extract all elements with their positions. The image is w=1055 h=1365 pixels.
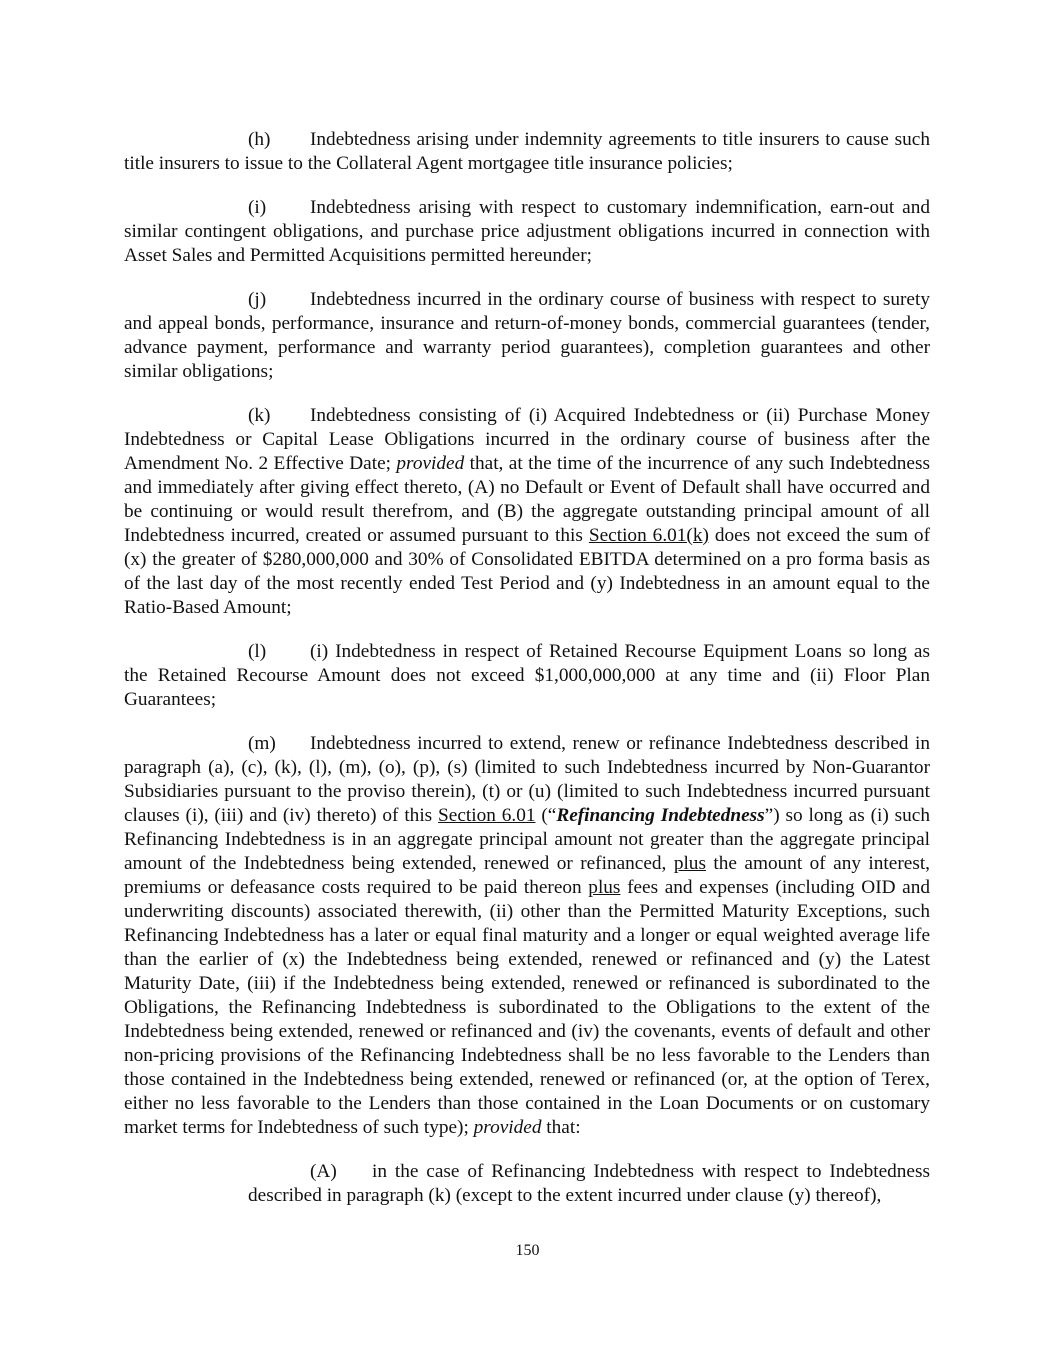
paragraph-text: Indebtedness consisting of (i) Acquired Indebtedness or (ii) Purchase Money Indebtedness or Capital Lease Obligations incurred in the ordinary course of business after the Amendment No. 2 Effective Date; bbox=[124, 405, 930, 474]
plus-term: plus bbox=[673, 853, 706, 874]
paragraph-j bbox=[124, 288, 930, 384]
paragraph-text: does not exceed the sum of (x) the greater of $280,000,000 and 30% of Consolidated EBITDA determined on a pro forma basis as of the last day of the most recently ended Test Period and (y) Indebtedness in an amount equal to the Ratio-Based Amount; bbox=[124, 525, 930, 618]
paragraph-label: (h) bbox=[248, 129, 271, 150]
paragraph-label: (l) bbox=[248, 641, 267, 662]
page-number: 150 bbox=[515, 1242, 540, 1259]
paragraph-text: Indebtedness incurred in the ordinary course of business with respect to surety and appeal bonds, performance, insurance and return-of-money bonds, commercial guarantees (tender, advance payment, performance and warranty period guarantees), completion guarantees and other similar obligations; bbox=[124, 289, 930, 382]
subparagraph-A bbox=[124, 1160, 930, 1208]
paragraph-text: ”) so long as (i) such Refinancing Indebtedness is in an aggregate principal amount not greater than the aggregate principal amount of the Indebtedness being extended, renewed or refinanced, bbox=[124, 805, 930, 874]
subparagraph-text: in the case of Refinancing Indebtedness with respect to Indebtedness described in paragraph (k) (except to the extent incurred under clause (y) thereof), bbox=[248, 1161, 930, 1206]
paragraph-l bbox=[124, 640, 930, 712]
paragraph-text: Indebtedness arising with respect to customary indemnification, earn-out and similar contingent obligations, and purchase price adjustment obligations incurred in connection with Asset Sales and Permitted Acquisitions permitted hereunder; bbox=[124, 197, 930, 266]
paragraph-label: (k) bbox=[248, 405, 271, 426]
section-reference: Section 6.01(k) bbox=[588, 525, 709, 546]
paragraph-m bbox=[124, 732, 930, 1140]
paragraph-text: Indebtedness incurred to extend, renew or refinance Indebtedness described in paragraph (a), (c), (k), (l), (m), (o), (p), (s) (limited to such Indebtedness incurred by Non-Guarantor Subsidiaries pursuant to the proviso therein), (t) or (u) (limited to such Indebtedness incurred pursuant clauses (i), (iii) and (iv) thereto) of this bbox=[124, 733, 930, 826]
paragraph-i bbox=[124, 196, 930, 268]
paragraph-text: that: bbox=[541, 1117, 581, 1138]
paragraph-text: that, at the time of the incurrence of any such Indebtedness and immediately after giving effect thereto, (A) no Default or Event of Default shall have occurred and be continuing or would result therefrom, and (B) the aggregate outstanding principal amount of all Indebtedness incurred, created or assumed pursuant to this bbox=[124, 453, 930, 546]
subparagraph-label: (A) bbox=[310, 1161, 337, 1182]
paragraph-h bbox=[124, 128, 930, 176]
paragraph-text: the amount of any interest, premiums or defeasance costs required to be paid thereon bbox=[124, 853, 931, 898]
provided-term: provided bbox=[396, 453, 465, 474]
plus-term: plus bbox=[588, 877, 621, 898]
paragraph-text: fees and expenses (including OID and underwriting discounts) associated therewith, (ii) other than the Permitted Maturity Exceptions, such Refinancing Indebtedness has a later or equal final maturity and a longer or equal weighted average life than the earlier of (x) the Indebtedness being extended, renewed or refinanced and (y) the Latest Maturity Date, (iii) if the Indebtedness being extended, renewed or refinanced is subordinated to the Obligations, the Refinancing Indebtedness is subordinated to the Obligations to the extent of the Indebtedness being extended, renewed or refinanced and (iv) the covenants, events of default and other non-pricing provisions of the Refinancing Indebtedness shall be no less favorable to the Lenders than those contained in the Indebtedness being extended, renewed or refinanced (or, at the option of Terex, either no less favorable to the Lenders than those contained in the Loan Documents or on customary market terms for Indebtedness of such type); bbox=[124, 877, 930, 1138]
paragraph-k bbox=[124, 404, 930, 620]
paragraph-text: (“ bbox=[535, 805, 557, 826]
document-page bbox=[124, 128, 930, 1208]
defined-term: Refinancing Indebtedness bbox=[556, 805, 765, 826]
paragraph-label: (i) bbox=[248, 197, 267, 218]
paragraph-text: Indebtedness arising under indemnity agreements to title insurers to cause such title insurers to issue to the Collateral Agent mortgagee title insurance policies; bbox=[124, 129, 930, 174]
paragraph-label: (m) bbox=[248, 733, 276, 754]
section-reference: Section 6.01 bbox=[438, 805, 536, 826]
provided-term: provided bbox=[473, 1117, 542, 1138]
paragraph-text: (i) Indebtedness in respect of Retained Recourse Equipment Loans so long as the Retained Recourse Amount does not exceed $1,000,000,000 at any time and (ii) Floor Plan Guarantees; bbox=[124, 641, 930, 710]
paragraph-label: (j) bbox=[248, 289, 267, 310]
